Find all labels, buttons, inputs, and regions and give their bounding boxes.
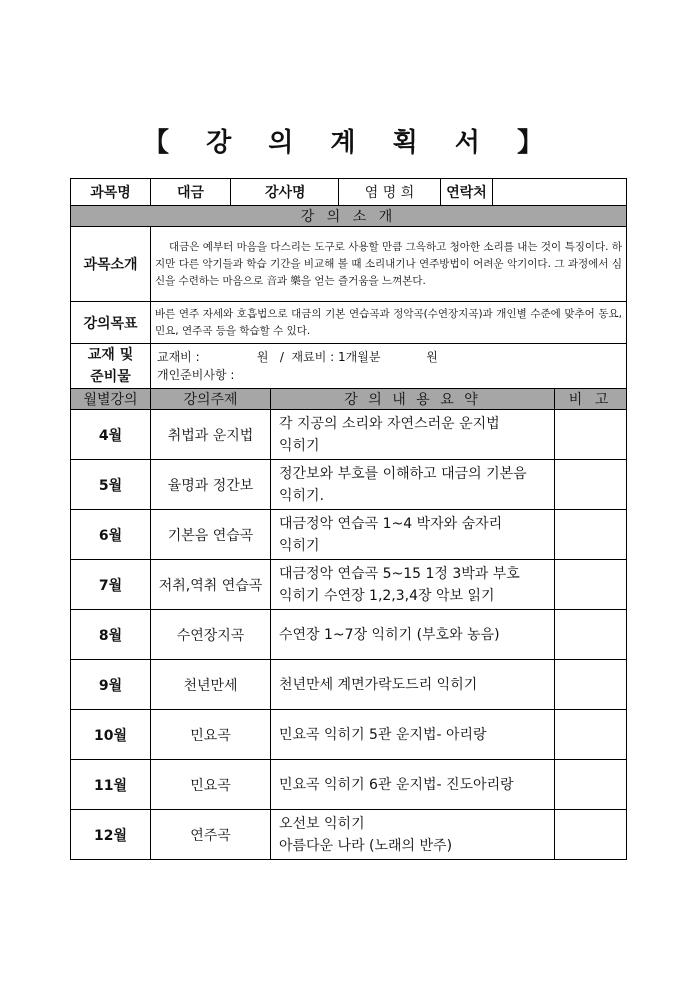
schedule-month: 9월 [71,660,151,710]
schedule-header-note: 비 고 [555,389,627,410]
schedule-topic: 천년만세 [151,660,271,710]
materials-line2: 개인준비사항 : [157,368,235,382]
subject-label: 과목명 [71,179,151,206]
schedule-row [71,610,627,660]
schedule-topic: 취법과 운지법 [151,410,271,460]
instructor-value: 염 명 희 [339,179,441,206]
schedule-row [71,410,627,460]
course-goal-label: 강의목표 [71,302,151,344]
schedule-summary [271,760,555,810]
schedule-month: 10월 [71,710,151,760]
page-title: 【 강 의 계 획 서 】 [143,128,557,158]
schedule-summary-line1: 민요곡 익히기 6관 운지법- 진도아리랑 [279,776,514,793]
schedule-summary [271,710,555,760]
schedule-summary [271,660,555,710]
contact-label: 연락처 [441,179,493,206]
instructor-label: 강사명 [231,179,339,206]
course-goal-row [71,302,627,344]
schedule-topic: 민요곡 [151,710,271,760]
contact-value [493,179,627,206]
materials-label [71,344,151,389]
schedule-summary [271,810,555,860]
schedule-topic: 율명과 정간보 [151,460,271,510]
schedule-note [555,760,627,810]
info-row [71,179,627,206]
schedule-summary [271,460,555,510]
materials-label-line1: 교재 및 [87,347,134,363]
schedule-topic: 민요곡 [151,760,271,810]
subject-value: 대금 [151,179,231,206]
schedule-note [555,510,627,560]
schedule-body [71,410,627,860]
schedule-summary-line1: 대금정악 연습곡 1~4 박자와 숨자리 [279,515,503,532]
schedule-header-row [71,389,627,410]
lecture-plan-table [70,178,627,860]
schedule-month: 12월 [71,810,151,860]
schedule-summary-line1: 민요곡 익히기 5관 운지법- 아리랑 [279,726,487,743]
schedule-summary-line1: 대금정악 연습곡 5~15 1정 3박과 부호 [279,565,520,582]
schedule-summary [271,410,555,460]
schedule-header-topic: 강의주제 [151,389,271,410]
materials-line1: 교재비 : 원 / 재료비 : 1개월분 원 [157,350,438,364]
course-intro-row [71,227,627,302]
schedule-topic: 저취,역취 연습곡 [151,560,271,610]
schedule-month: 11월 [71,760,151,810]
schedule-month: 8월 [71,610,151,660]
schedule-summary-line1: 정간보와 부호를 이해하고 대금의 기본음 [279,465,527,482]
materials-content [151,344,627,389]
schedule-month: 7월 [71,560,151,610]
schedule-summary-line2: 아름다운 나라 (노래의 반주) [279,837,453,854]
intro-header-row [71,206,627,227]
schedule-month: 4월 [71,410,151,460]
schedule-topic: 수연장지곡 [151,610,271,660]
schedule-note [555,410,627,460]
schedule-note [555,460,627,510]
schedule-note [555,710,627,760]
schedule-row [71,810,627,860]
schedule-row [71,510,627,560]
schedule-row [71,660,627,710]
course-intro-text: 대금은 예부터 마음을 다스리는 도구로 사용할 만큼 그윽하고 청아한 소리를 내는 것이 특징이다. 하지만 다른 악기들과 학습 기간을 비교해 볼 때 소리내기나 연주방법이 어려운 악기이다. 그 과정에서 심신을 수련하는 마음으로 音과 樂을 얻는 즐거움을 느껴본다. [151,227,627,302]
schedule-summary-line1: 오선보 익히기 [279,815,365,832]
schedule-note [555,660,627,710]
schedule-summary-line2: 익히기 [279,437,320,454]
schedule-summary-line1: 수연장 1~7장 익히기 (부호와 농음) [279,626,500,643]
schedule-summary-line2: 익히기 [279,537,320,554]
materials-label-line2: 준비물 [90,369,131,385]
schedule-header-summary: 강 의 내 용 요 약 [271,389,555,410]
schedule-summary-line2: 익히기 수연장 1,2,3,4장 악보 읽기 [279,587,495,604]
schedule-note [555,560,627,610]
schedule-month: 6월 [71,510,151,560]
schedule-topic: 기본음 연습곡 [151,510,271,560]
materials-row [71,344,627,389]
schedule-summary [271,560,555,610]
schedule-month: 5월 [71,460,151,510]
schedule-row [71,710,627,760]
schedule-row [71,560,627,610]
schedule-row [71,760,627,810]
schedule-summary-line1: 각 지공의 소리와 자연스러운 운지법 [279,415,500,432]
schedule-summary [271,510,555,560]
intro-header: 강 의 소 개 [71,206,627,227]
schedule-row [71,460,627,510]
schedule-summary-line2: 익히기. [279,487,325,504]
course-intro-label: 과목소개 [71,227,151,302]
schedule-topic: 연주곡 [151,810,271,860]
schedule-header-month: 월별강의 [71,389,151,410]
schedule-summary-line1: 천년만세 계면가락도드리 익히기 [279,676,478,693]
course-goal-text: 바른 연주 자세와 호흡법으로 대금의 기본 연습곡과 정악곡(수연장지곡)과 개인별 수준에 맞추어 동요, 민요, 연주곡 등을 학습할 수 있다. [151,302,627,344]
schedule-note [555,610,627,660]
schedule-note [555,810,627,860]
schedule-summary [271,610,555,660]
